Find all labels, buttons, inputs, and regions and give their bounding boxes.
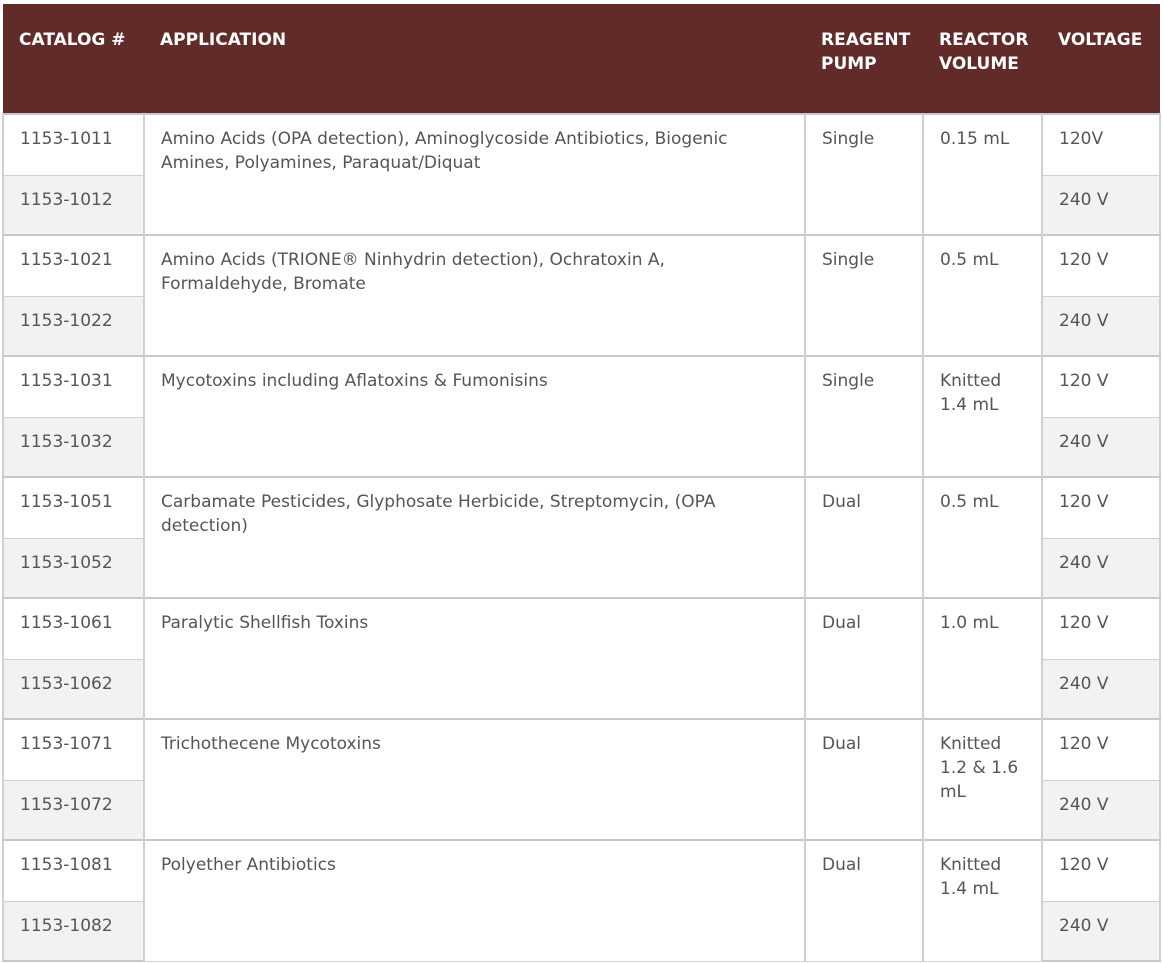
reagent-pump-cell: Dual xyxy=(805,477,923,598)
reactor-volume-cell: Knitted 1.4 mL xyxy=(923,840,1042,961)
reagent-pump-cell: Single xyxy=(805,235,923,356)
voltage-cell: 240 V xyxy=(1042,296,1160,356)
table-row xyxy=(3,719,1160,780)
application-cell: Polyether Antibiotics xyxy=(144,840,805,961)
table-row xyxy=(3,356,1160,417)
voltage-cell: 240 V xyxy=(1042,175,1160,235)
catalog-number-cell: 1153-1022 xyxy=(3,296,144,356)
voltage-cell: 120 V xyxy=(1042,840,1160,901)
application-cell: Carbamate Pesticides, Glyphosate Herbicide, Streptomycin, (OPA detection) xyxy=(144,477,805,598)
voltage-cell: 240 V xyxy=(1042,780,1160,840)
reagent-pump-cell: Dual xyxy=(805,598,923,719)
catalog-number-cell: 1153-1071 xyxy=(3,719,144,780)
reactor-volume-cell: 0.5 mL xyxy=(923,477,1042,598)
application-cell: Amino Acids (OPA detection), Aminoglycoside Antibiotics, Biogenic Amines, Polyamines, Paraquat/Diquat xyxy=(144,114,805,235)
reactor-volume-cell: 1.0 mL xyxy=(923,598,1042,719)
table-row xyxy=(3,477,1160,538)
voltage-cell: 240 V xyxy=(1042,901,1160,961)
reagent-pump-cell: Single xyxy=(805,356,923,477)
header-application: APPLICATION xyxy=(144,4,805,114)
catalog-number-cell: 1153-1052 xyxy=(3,538,144,598)
application-cell: Paralytic Shellfish Toxins xyxy=(144,598,805,719)
header-reagent-pump: REAGENT PUMP xyxy=(805,4,923,114)
voltage-cell: 120 V xyxy=(1042,598,1160,659)
catalog-number-cell: 1153-1082 xyxy=(3,901,144,961)
voltage-cell: 120 V xyxy=(1042,719,1160,780)
voltage-cell: 120V xyxy=(1042,114,1160,175)
catalog-number-cell: 1153-1062 xyxy=(3,659,144,719)
application-cell: Mycotoxins including Aflatoxins & Fumonisins xyxy=(144,356,805,477)
table-body xyxy=(3,114,1160,961)
table-header xyxy=(3,4,1160,114)
reagent-pump-cell: Dual xyxy=(805,840,923,961)
table-row xyxy=(3,598,1160,659)
voltage-cell: 240 V xyxy=(1042,417,1160,477)
reagent-pump-cell: Single xyxy=(805,114,923,235)
voltage-cell: 120 V xyxy=(1042,235,1160,296)
catalog-number-cell: 1153-1032 xyxy=(3,417,144,477)
catalog-table xyxy=(2,4,1161,962)
catalog-number-cell: 1153-1011 xyxy=(3,114,144,175)
reactor-volume-cell: 0.5 mL xyxy=(923,235,1042,356)
application-cell: Trichothecene Mycotoxins xyxy=(144,719,805,840)
catalog-number-cell: 1153-1061 xyxy=(3,598,144,659)
catalog-number-cell: 1153-1012 xyxy=(3,175,144,235)
catalog-number-cell: 1153-1051 xyxy=(3,477,144,538)
table-row xyxy=(3,114,1160,175)
application-cell: Amino Acids (TRIONE® Ninhydrin detection), Ochratoxin A, Formaldehyde, Bromate xyxy=(144,235,805,356)
voltage-cell: 120 V xyxy=(1042,477,1160,538)
reactor-volume-cell: Knitted 1.4 mL xyxy=(923,356,1042,477)
catalog-number-cell: 1153-1081 xyxy=(3,840,144,901)
voltage-cell: 240 V xyxy=(1042,538,1160,598)
reagent-pump-cell: Dual xyxy=(805,719,923,840)
reactor-volume-cell: 0.15 mL xyxy=(923,114,1042,235)
header-catalog: CATALOG # xyxy=(3,4,144,114)
catalog-number-cell: 1153-1031 xyxy=(3,356,144,417)
catalog-number-cell: 1153-1021 xyxy=(3,235,144,296)
header-row xyxy=(3,4,1160,114)
voltage-cell: 240 V xyxy=(1042,659,1160,719)
voltage-cell: 120 V xyxy=(1042,356,1160,417)
header-voltage: VOLTAGE xyxy=(1042,4,1160,114)
header-reactor-volume: REACTOR VOLUME xyxy=(923,4,1042,114)
table-row xyxy=(3,235,1160,296)
catalog-number-cell: 1153-1072 xyxy=(3,780,144,840)
reactor-volume-cell: Knitted 1.2 & 1.6 mL xyxy=(923,719,1042,840)
table-row xyxy=(3,840,1160,901)
